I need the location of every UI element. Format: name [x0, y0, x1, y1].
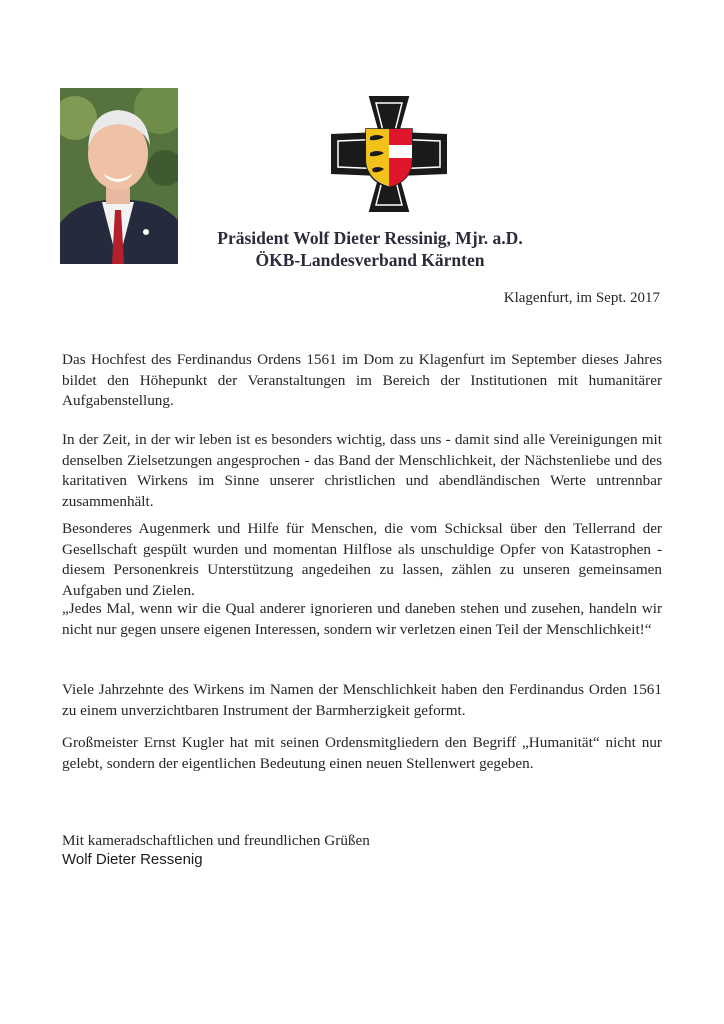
paragraph: Viele Jahrzehnte des Wirkens im Namen der Menschlichkeit haben den Ferdinandus Orden 1561 zu einem unverzichtbaren Instrument der Barmherzigkeit geformt. — [62, 681, 662, 719]
closing-greeting: Mit kameradschaftlichen und freundlichen Grüßen — [62, 832, 370, 849]
page-subtitle: ÖKB-Landesverband Kärnten — [255, 250, 485, 270]
signature-name: Wolf Dieter Ressenig — [62, 851, 203, 868]
quote-paragraph: „Jedes Mal, wenn wir die Qual anderer ignorieren und daneben stehen und zusehen, handeln wir nicht nur gegen unsere eigenen Interessen, sondern wir verletzen einen Teil der Menschlichkeit!“ — [62, 600, 662, 638]
paragraph: Besonderes Augenmerk und Hilfe für Menschen, die vom Schicksal über den Tellerrand der Gesellschaft gespült wurden und momentan Hilflose als unschuldige Opfer von Katastrophen - diesem Personenkreis Unterstützung angedeihen zu lassen, zählen zu unseren gemeinsamen Aufgaben und Zielen. — [62, 520, 662, 599]
place-date: Klagenfurt, im Sept. 2017 — [503, 290, 660, 306]
carinthia-shield-icon — [366, 129, 412, 187]
page-title: Präsident Wolf Dieter Ressinig, Mjr. a.D. — [217, 228, 523, 248]
paragraph: Großmeister Ernst Kugler hat mit seinen Ordensmitgliedern den Begriff „Humanität“ nicht nur gelebt, sondern der eigentlichen Bedeutung einen neuen Stellenwert gegeben. — [62, 734, 662, 772]
cross-icon — [330, 95, 448, 213]
paragraph: Das Hochfest des Ferdinandus Ordens 1561 im Dom zu Klagenfurt im September dieses Jahres bildet den Höhepunkt der Veranstaltungen im Bereich der Institutionen mit humanitärer Aufgabenstellung. — [62, 351, 662, 409]
paragraph: In der Zeit, in der wir leben ist es besonders wichtig, dass uns - damit sind alle Vereinigungen mit denselben Zielsetzungen angesprochen - das Band der Menschlichkeit, der Nächstenliebe und des karitativen Wirkens im Sinne unserer christlichen und abendländischen Werte untrennbar zusammenhält. — [62, 431, 662, 510]
order-cross-emblem — [330, 95, 448, 213]
